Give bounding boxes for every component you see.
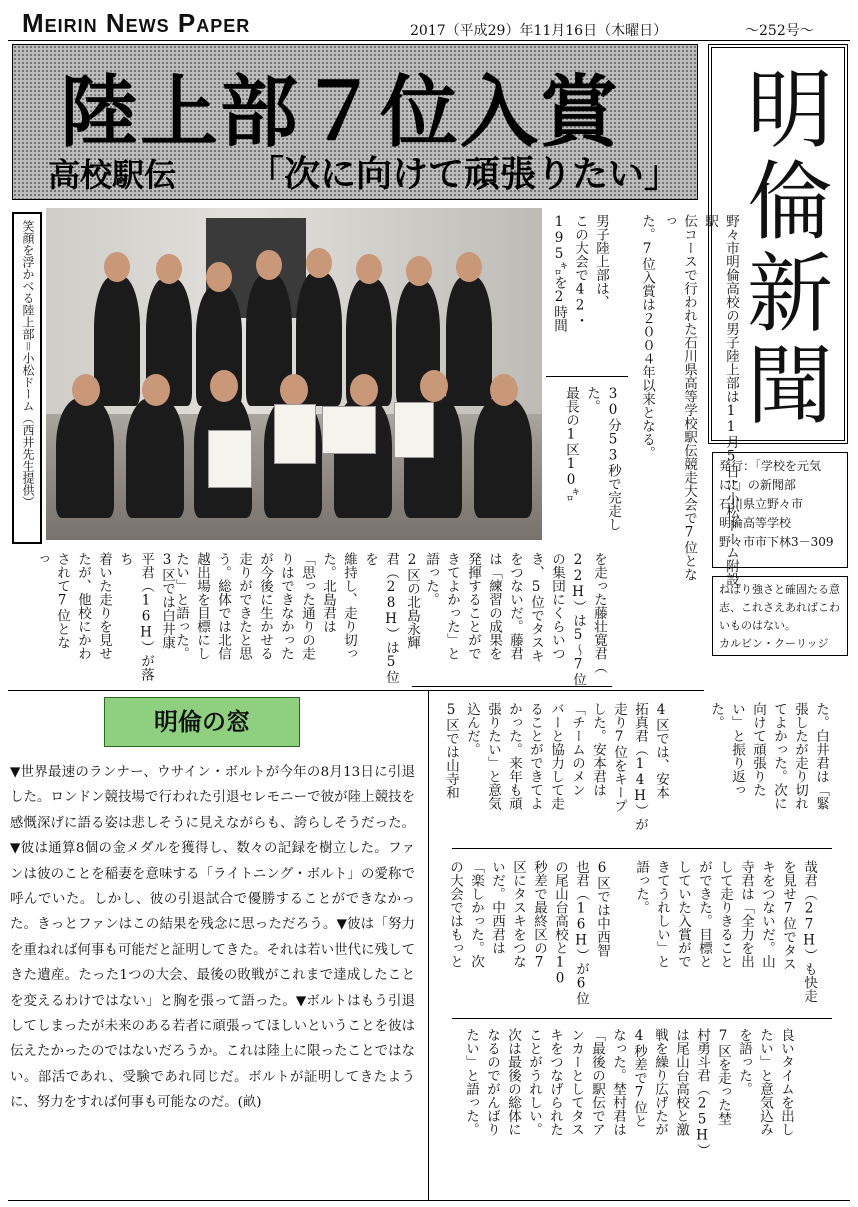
article-block-c: 3区では白井康 平君（16H）が落ち 着いた走りを見せ たが、他校にかわ されて7位とな っ [33, 552, 175, 681]
photo-person [94, 276, 140, 406]
issue-date: 2017（平成29）年11月16日（木曜日） [410, 23, 668, 39]
photo-face [456, 252, 482, 282]
quote-text: ねばり強さと確固たる意志、これさえあればこわいものはない。 [719, 583, 840, 632]
headline-main: 陸上部７位入賞 [60, 68, 621, 158]
publisher-line: 野々市市下林3－309 [719, 535, 834, 549]
quote-author: カルビン・クーリッジ [719, 637, 829, 650]
top-rule [8, 40, 850, 41]
headline-kicker: 高校駅伝 [48, 156, 177, 194]
photo-face [206, 262, 232, 292]
photo-certificate [208, 430, 252, 488]
article-block-h: 良いタイムを出し たい」と意気込み を語った。 7区を走った埜 村勇斗君（25H） は尾山台高校と激 戦を繰り広げたが 4秒差で7位と なった。埜村君は 「最後の駅伝でア ンカーとしてタス キをつなげられた ことがうれしい。 次は最後の総体に なるのでがんばり たい」と語った。 [463, 1028, 794, 1157]
photo-certificate [394, 402, 434, 458]
photo-face [280, 374, 308, 406]
column-body: ▼世界最速のランナー、ウサイン・ボルトが今年の8月13日に引退した。ロンドン競技場で行われた引退セレモニーで彼が陸上競技を感慨深げに語る姿は悲しそうに見えながらも、誇らしそうだった。▼彼は通算8個の金メダルを獲得し、数々の記録を樹立した。ファンは彼のことを稲妻を意味する「ライトニング・ボルト」の愛称で呼んでいた。しかし、彼の引退試合で優勝することができなかった。きっとファンはこの結果を残念に思っただろう。▼彼は「努力を重ねれば何事も可能だと証明してきた。それは若い世代に残してきた遺産。たった1つの大会、最後の敗戦がこれまで達成したことを変えるわけではない」と胸を張って語った。▼ボルトはもう引退してしまったが未来のある若者に頑張ってほしいということを彼は伝えたかったのではないだろうか。これは陸上に限ったことではない。部活であれ、受験であれ同じだ。ボルトが証明してきたように、努力をすれば何事も可能なのだ。(畝) [10, 765, 415, 1111]
article-lead-3: 30分53秒で完走し た。 最長の1区10㌔ [563, 386, 621, 531]
section-divider [8, 690, 704, 691]
article-lead-2: 男子陸上部は、 この大会で42・ 195㌔を2時間 [551, 214, 609, 332]
photo-face [142, 374, 170, 406]
photo-face [256, 250, 282, 280]
photo-face [406, 256, 432, 286]
photo-person [126, 398, 184, 518]
photo-person [474, 398, 532, 518]
article-rule [412, 686, 612, 687]
photo-certificate [274, 404, 316, 464]
photo-caption: 笑顔を浮かべる陸上部＝小松ドーム（西井先生提供） [21, 220, 35, 508]
article-block-e: 4区では、安本 拓真君（14H）が 走り7位をキープ した。安本君は 「チームのメン バーと協力して走 ることができてよ かった。来年も頑 張りたい」と意気 込んだ。 5区では山寺和 [443, 702, 669, 831]
article-block-d: た。白井君は「緊 張したが走り切れ てよかった。次に 向けて頑張りた い」と振り返っ た。 [708, 702, 829, 810]
team-photo [46, 208, 542, 540]
logo-text: 明倫新聞 [732, 64, 832, 432]
article-rule [452, 848, 832, 849]
article-block-b: 2区の北島永輝 君（28H）は5位を 維持し、走り切っ た。北島君は 「思った通りの走 りはできなかった が今後に生かせる 走りができたと思 う。総体では北信 越出場を目標にし たい」と語った。 [173, 552, 420, 684]
masthead-title: Meirin News Paper [22, 8, 251, 38]
article-lead: 野々市明倫高校の男子陸上部は11月5日に小松ドーム附設駅 伝コースで行われた石川県高等学校駅伝競走大会で7位となっ た。7位入賞は２００４年以来となる。 [639, 214, 739, 586]
article-block-f: 哉君（27H）も快走 を見せ7位でタス キをつないだ。山 寺君は「全力を出 して走りきること ができた。目標と していた入賞がで きてうれしい」と 語った。 [633, 860, 817, 1003]
photo-face [350, 374, 378, 406]
column-divider [428, 690, 429, 1200]
article-block-a: を走った藤壮寛君（ 22H）は5～7位 の集団にくらいつ き、5位でタスキ をつないだ。藤君 は「練習の成果を 発揮することがで きてよかった」と 語った。 [423, 552, 607, 686]
photo-certificate [322, 406, 376, 454]
photo-person [56, 398, 114, 518]
publisher-line: 明倫高等学校 [719, 516, 792, 530]
photo-face [356, 254, 382, 284]
headline-subtitle: 「次に向けて頑張りたい」 [248, 154, 681, 195]
photo-face [306, 248, 332, 278]
photo-face [210, 370, 238, 402]
publisher-line: 石川県立野々市 [719, 497, 804, 511]
issue-number: ～252号～ [745, 23, 814, 39]
column-title: 明倫の窓 [104, 697, 300, 747]
photo-face [490, 374, 518, 406]
photo-face [72, 374, 100, 406]
photo-face [104, 252, 130, 282]
article-rule [452, 1018, 832, 1019]
publisher-line: 発行：「学校を元気に!」の新聞部 [719, 459, 822, 492]
article-rule [546, 376, 628, 377]
photo-face [420, 370, 448, 402]
photo-face [156, 254, 182, 284]
article-block-g: 6区では中西智 也君（16H）が6位 の尾山台高校と10 秒差で最終区の7 区にタスキをつな いだ。中西君は 「楽しかった。次 の大会ではもっと [447, 860, 610, 1005]
photo-caption-box [12, 212, 42, 544]
photo-person [446, 276, 492, 406]
bottom-rule [8, 1200, 850, 1201]
